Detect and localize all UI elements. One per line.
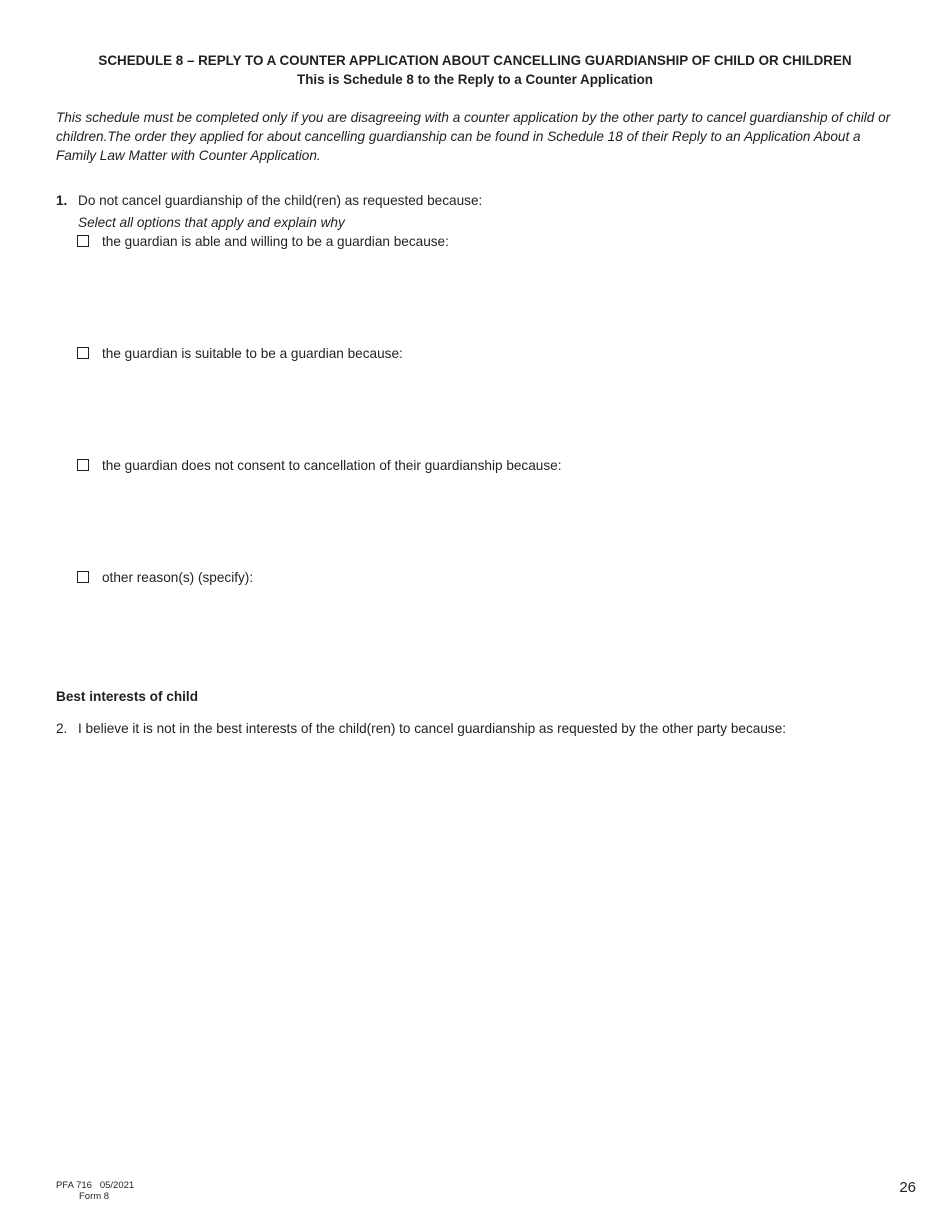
form-code: PFA 716 05/2021	[56, 1180, 135, 1191]
question-1-text: Do not cancel guardianship of the child(ren) as requested because:	[78, 193, 483, 208]
suitable-checkbox[interactable]	[77, 347, 89, 359]
footer-form-code	[56, 1180, 134, 1202]
question-1-instruction: Select all options that apply and explain why	[78, 215, 345, 230]
best-interests-heading: Best interests of child	[56, 689, 199, 704]
question-1-number: 1.	[56, 193, 68, 208]
option-other-reasons[interactable]	[77, 568, 253, 586]
suitable-label: the guardian is suitable to be a guardian because:	[102, 345, 403, 361]
able-and-willing-label: the guardian is able and willing to be a guardian because:	[102, 233, 449, 249]
page-number: 26	[899, 1179, 916, 1196]
schedule-intro: This schedule must be completed only if you are disagreeing with a counter application by the other party to cancel guardianship of child or children.The order they applied for about cancelling guardianship can be found in Schedule 18 of their Reply to an Application About a Family Law Matter with Counter Application.	[56, 110, 891, 163]
question-2-number: 2.	[56, 721, 68, 736]
schedule-subtitle: This is Schedule 8 to the Reply to a Counter Application	[297, 72, 653, 87]
option-suitable[interactable]	[77, 344, 403, 362]
option-does-not-consent[interactable]	[77, 456, 562, 474]
able-and-willing-checkbox[interactable]	[77, 235, 89, 247]
question-2-text: I believe it is not in the best interests of the child(ren) to cancel guardianship as requested by the other party because:	[78, 721, 787, 736]
option-able-and-willing[interactable]	[77, 232, 449, 250]
does-not-consent-label: the guardian does not consent to cancellation of their guardianship because:	[102, 457, 562, 473]
other-reasons-label: other reason(s) (specify):	[102, 569, 254, 585]
form-name: Form 8	[79, 1191, 110, 1202]
schedule-title: SCHEDULE 8 – REPLY TO A COUNTER APPLICATION ABOUT CANCELLING GUARDIANSHIP OF CHILD OR CHILDREN	[98, 53, 852, 68]
does-not-consent-checkbox[interactable]	[77, 459, 89, 471]
other-reasons-checkbox[interactable]	[77, 571, 89, 583]
